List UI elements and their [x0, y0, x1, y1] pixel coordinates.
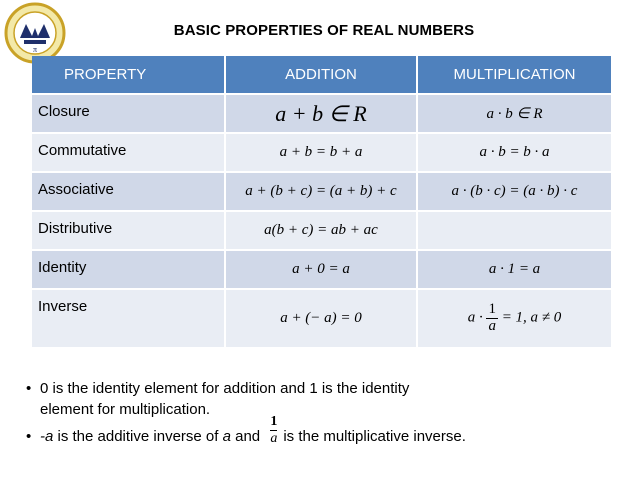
notes-list — [26, 378, 626, 420]
table-row — [32, 289, 612, 347]
note-segment: and — [230, 428, 265, 445]
fraction-numerator: 1 — [270, 414, 278, 430]
multiplication-formula: a · b ∈ R — [417, 94, 612, 133]
property-name: Inverse — [32, 289, 225, 347]
properties-table — [32, 56, 613, 347]
property-name: Associative — [32, 172, 225, 211]
multiplication-formula — [417, 289, 612, 347]
fraction — [270, 414, 277, 446]
note-text — [40, 414, 466, 446]
fraction-numerator: 1 — [488, 301, 496, 318]
table-header-row — [32, 56, 612, 94]
table-row — [32, 211, 612, 250]
table-row — [32, 172, 612, 211]
fraction-denominator: a — [270, 430, 278, 446]
note-var: a — [222, 428, 231, 445]
note-text: element for multiplication. — [40, 401, 211, 418]
note-var: -a — [40, 428, 54, 445]
bullet-icon: • — [26, 380, 32, 397]
page-title: BASIC PROPERTIES OF REAL NUMBERS — [173, 22, 475, 39]
note-segment: is the additive inverse of — [53, 428, 223, 445]
note-text: 0 is the identity element for addition and 1 is the identity — [40, 380, 410, 397]
list-item — [26, 378, 626, 420]
fraction — [486, 302, 498, 335]
formula-prefix: a · — [467, 309, 483, 326]
formula-suffix: = 1, a ≠ 0 — [501, 309, 562, 326]
note-segment: is the multiplicative inverse. — [283, 428, 466, 445]
addition-formula: a + b ∈ R — [225, 94, 417, 133]
table-row — [32, 94, 612, 133]
header-addition: ADDITION — [225, 56, 417, 94]
addition-formula: a + 0 = a — [225, 250, 417, 289]
table-row — [32, 250, 612, 289]
multiplication-formula — [417, 211, 612, 250]
addition-formula: a + b = b + a — [225, 133, 417, 172]
header-multiplication: MULTIPLICATION — [417, 56, 612, 94]
svg-text:π: π — [32, 45, 38, 54]
property-name: Closure — [32, 94, 225, 133]
property-name: Identity — [32, 250, 225, 289]
property-name: Commutative — [32, 133, 225, 172]
property-name: Distributive — [32, 211, 225, 250]
multiplication-formula: a · 1 = a — [417, 250, 612, 289]
addition-formula: a + (b + c) = (a + b) + c — [225, 172, 417, 211]
bullet-icon: • — [26, 428, 32, 445]
addition-formula: a + (− a) = 0 — [225, 289, 417, 347]
table-row — [32, 133, 612, 172]
addition-formula: a(b + c) = ab + ac — [225, 211, 417, 250]
multiplication-formula: a · (b · c) = (a · b) · c — [417, 172, 612, 211]
multiplication-formula: a · b = b · a — [417, 133, 612, 172]
header-property: PROPERTY — [32, 56, 225, 94]
fraction-denominator: a — [488, 318, 496, 334]
